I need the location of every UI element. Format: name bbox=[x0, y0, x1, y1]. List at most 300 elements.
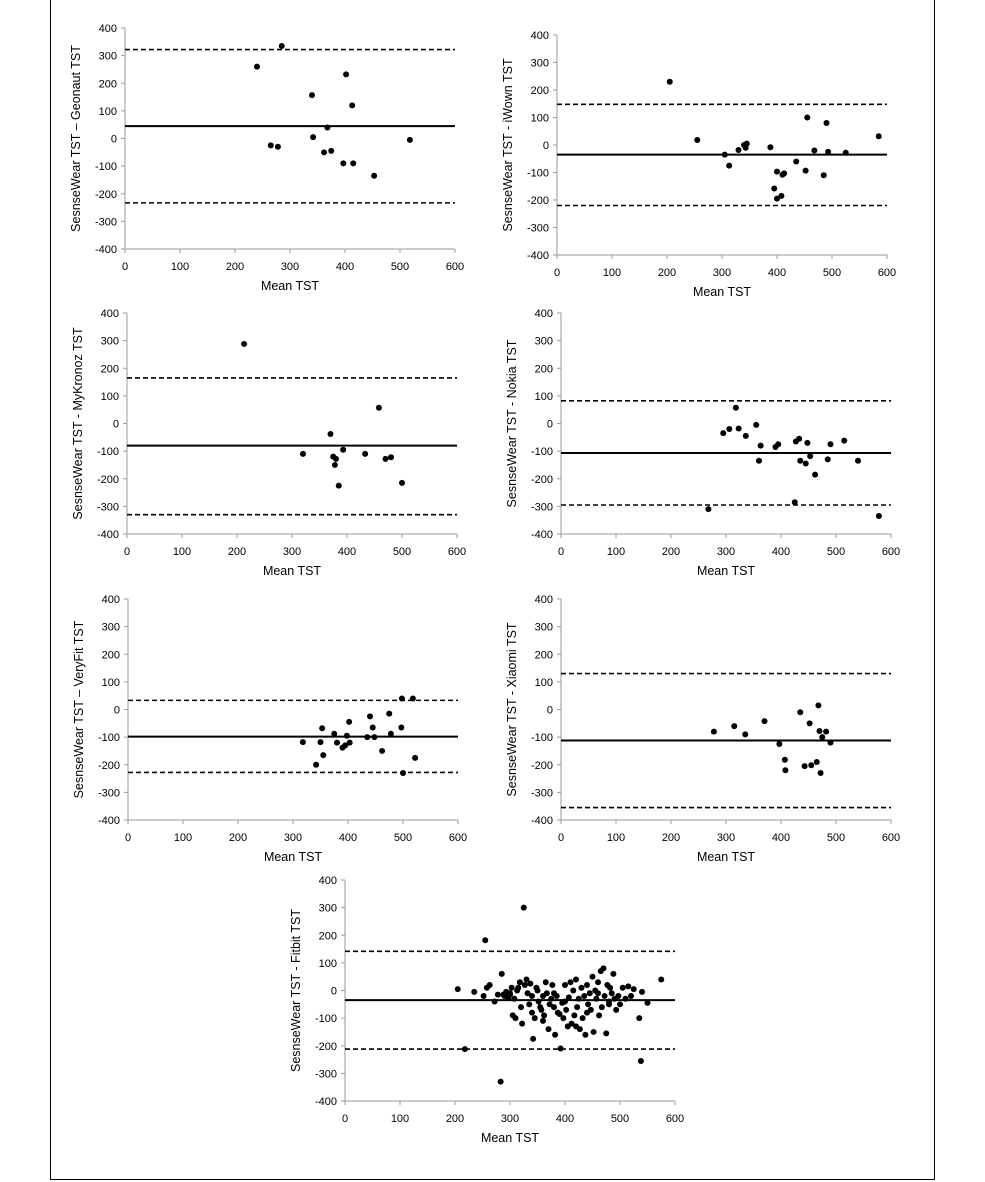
data-point bbox=[573, 1023, 579, 1029]
x-axis-label: Mean TST bbox=[692, 285, 752, 299]
data-point bbox=[726, 163, 732, 169]
data-point bbox=[376, 405, 382, 411]
data-point bbox=[628, 993, 634, 999]
x-tick-label: 200 bbox=[657, 267, 677, 279]
x-tick-label: 600 bbox=[881, 546, 901, 558]
x-axis-label: Mean TST bbox=[480, 1131, 540, 1145]
x-tick-label: 100 bbox=[172, 546, 192, 558]
x-tick-label: 300 bbox=[500, 1113, 520, 1125]
y-tick-label: 300 bbox=[100, 335, 119, 348]
data-point bbox=[587, 990, 593, 996]
y-tick-label: -400 bbox=[97, 815, 120, 827]
data-point bbox=[758, 443, 764, 449]
y-tick-label: 200 bbox=[98, 78, 117, 91]
y-tick-label: 400 bbox=[534, 594, 553, 606]
data-point bbox=[610, 971, 616, 977]
data-point bbox=[509, 985, 515, 991]
data-point bbox=[328, 148, 334, 154]
data-point bbox=[507, 992, 513, 998]
x-tick-label: 600 bbox=[665, 1113, 685, 1125]
data-point bbox=[571, 1012, 577, 1018]
data-point bbox=[625, 983, 631, 989]
data-point bbox=[599, 1004, 605, 1010]
data-point bbox=[563, 1007, 569, 1013]
data-point bbox=[529, 1010, 535, 1016]
data-point bbox=[495, 992, 501, 998]
y-tick-label: 200 bbox=[100, 363, 119, 376]
data-point bbox=[617, 1001, 623, 1007]
x-tick-label: 200 bbox=[225, 261, 245, 273]
data-point bbox=[383, 456, 389, 462]
data-point bbox=[782, 757, 788, 763]
x-tick-label: 600 bbox=[448, 832, 468, 844]
y-tick-label: -300 bbox=[314, 1068, 337, 1081]
y-tick-label: 200 bbox=[530, 85, 549, 97]
data-point bbox=[412, 755, 418, 761]
data-point bbox=[521, 905, 527, 911]
data-point bbox=[332, 462, 338, 468]
data-point bbox=[818, 770, 824, 776]
x-tick-label: 500 bbox=[392, 546, 412, 558]
x-tick-label: 100 bbox=[170, 261, 190, 273]
data-point bbox=[318, 739, 324, 745]
data-point bbox=[481, 993, 487, 999]
x-tick-label: 400 bbox=[338, 832, 358, 844]
data-point bbox=[855, 458, 861, 464]
y-tick-label: -200 bbox=[530, 473, 553, 486]
data-point bbox=[344, 733, 350, 739]
x-tick-label: 0 bbox=[557, 832, 565, 844]
data-point bbox=[371, 173, 377, 179]
x-tick-label: 400 bbox=[771, 832, 791, 844]
data-point bbox=[399, 480, 405, 486]
data-point bbox=[340, 447, 346, 453]
data-point bbox=[482, 937, 488, 943]
data-point bbox=[328, 431, 334, 437]
data-point bbox=[603, 1030, 609, 1036]
x-tick-label: 400 bbox=[555, 1113, 575, 1125]
chart-panel bbox=[72, 594, 467, 864]
data-point bbox=[762, 718, 768, 724]
data-point bbox=[551, 1004, 557, 1010]
x-tick-label: 400 bbox=[771, 546, 791, 558]
data-point bbox=[532, 1015, 538, 1021]
y-tick-label: -400 bbox=[96, 529, 119, 541]
data-point bbox=[576, 996, 582, 1002]
data-point bbox=[756, 458, 762, 464]
y-tick-label: 200 bbox=[534, 649, 553, 662]
y-tick-label: -400 bbox=[314, 1096, 337, 1108]
y-tick-label: -300 bbox=[97, 787, 120, 800]
data-point bbox=[722, 152, 728, 158]
x-tick-label: 500 bbox=[826, 546, 846, 558]
y-tick-label: 400 bbox=[98, 23, 117, 35]
data-point bbox=[310, 134, 316, 140]
y-tick-label: 0 bbox=[542, 140, 549, 152]
x-axis-label: Mean TST bbox=[262, 564, 322, 578]
data-point bbox=[515, 985, 521, 991]
data-point bbox=[379, 748, 385, 754]
data-point bbox=[371, 734, 377, 740]
data-point bbox=[843, 150, 849, 156]
data-point bbox=[613, 1007, 619, 1013]
data-point bbox=[349, 102, 355, 108]
x-tick-label: 100 bbox=[606, 546, 626, 558]
data-point bbox=[595, 979, 601, 985]
data-point bbox=[658, 976, 664, 982]
data-point bbox=[560, 1015, 566, 1021]
data-point bbox=[343, 71, 349, 77]
data-point bbox=[471, 989, 477, 995]
data-point bbox=[726, 426, 732, 432]
x-tick-label: 0 bbox=[123, 546, 131, 558]
x-tick-label: 500 bbox=[826, 832, 846, 844]
x-tick-label: 500 bbox=[610, 1113, 630, 1125]
data-point bbox=[753, 422, 759, 428]
data-point bbox=[781, 170, 787, 176]
data-point bbox=[558, 1046, 564, 1052]
y-axis-label: SesnseWear TST – Geonaut TST bbox=[69, 45, 83, 232]
y-tick-label: 400 bbox=[100, 308, 119, 320]
data-point bbox=[324, 124, 330, 130]
data-point bbox=[511, 996, 517, 1002]
x-tick-label: 300 bbox=[282, 546, 302, 558]
y-tick-label: -100 bbox=[96, 446, 119, 459]
x-tick-label: 300 bbox=[716, 832, 736, 844]
data-point bbox=[797, 458, 803, 464]
data-point bbox=[527, 981, 533, 987]
data-point bbox=[638, 1058, 644, 1064]
data-point bbox=[574, 1004, 580, 1010]
y-tick-label: 200 bbox=[318, 930, 337, 943]
data-point bbox=[333, 456, 339, 462]
data-point bbox=[519, 1021, 525, 1027]
data-point bbox=[802, 763, 808, 769]
y-axis-label: SesnseWear TST - Fitbit TST bbox=[289, 908, 303, 1073]
data-point bbox=[492, 999, 498, 1005]
data-point bbox=[582, 1032, 588, 1038]
data-point bbox=[455, 986, 461, 992]
x-tick-label: 500 bbox=[822, 267, 842, 279]
data-point bbox=[607, 985, 613, 991]
data-point bbox=[367, 713, 373, 719]
data-point bbox=[364, 734, 370, 740]
data-point bbox=[876, 513, 882, 519]
y-tick-label: 0 bbox=[113, 704, 120, 717]
data-point bbox=[518, 1004, 524, 1010]
x-tick-label: 100 bbox=[606, 832, 626, 844]
data-point bbox=[601, 965, 607, 971]
x-tick-label: 600 bbox=[877, 267, 897, 279]
y-tick-label: 300 bbox=[530, 57, 549, 70]
data-point bbox=[841, 438, 847, 444]
x-tick-label: 0 bbox=[341, 1113, 349, 1125]
y-tick-label: 300 bbox=[534, 621, 553, 634]
data-point bbox=[797, 709, 803, 715]
x-tick-label: 300 bbox=[716, 546, 736, 558]
x-axis-label: Mean TST bbox=[696, 564, 756, 578]
data-point bbox=[300, 451, 306, 457]
data-point bbox=[535, 988, 541, 994]
data-point bbox=[620, 985, 626, 991]
data-point bbox=[694, 137, 700, 143]
data-point bbox=[645, 1000, 651, 1006]
y-tick-label: -300 bbox=[530, 787, 553, 800]
data-point bbox=[774, 169, 780, 175]
data-point bbox=[819, 734, 825, 740]
y-tick-label: -400 bbox=[526, 250, 549, 262]
x-tick-label: 400 bbox=[337, 546, 357, 558]
y-tick-label: 400 bbox=[530, 30, 549, 42]
data-point bbox=[793, 159, 799, 165]
x-tick-label: 500 bbox=[393, 832, 413, 844]
data-point bbox=[388, 454, 394, 460]
data-point bbox=[595, 990, 601, 996]
data-point bbox=[731, 723, 737, 729]
data-point bbox=[562, 999, 568, 1005]
data-point bbox=[241, 341, 247, 347]
data-point bbox=[814, 759, 820, 765]
data-point bbox=[570, 988, 576, 994]
data-point bbox=[346, 719, 352, 725]
data-point bbox=[705, 506, 711, 512]
data-point bbox=[803, 461, 809, 467]
y-tick-label: 100 bbox=[98, 105, 117, 118]
x-tick-label: 0 bbox=[557, 546, 565, 558]
data-point bbox=[817, 728, 823, 734]
y-axis-label: SesnseWear TST - Xiaomi TST bbox=[505, 622, 519, 797]
data-point bbox=[319, 725, 325, 731]
data-point bbox=[828, 441, 834, 447]
y-tick-label: 400 bbox=[101, 594, 120, 606]
data-point bbox=[300, 739, 306, 745]
data-point bbox=[529, 993, 535, 999]
x-tick-label: 100 bbox=[173, 832, 193, 844]
data-point bbox=[615, 993, 621, 999]
data-point bbox=[636, 1015, 642, 1021]
data-point bbox=[876, 133, 882, 139]
y-tick-label: -300 bbox=[94, 216, 117, 229]
data-point bbox=[399, 695, 405, 701]
data-point bbox=[347, 740, 353, 746]
x-tick-label: 600 bbox=[881, 832, 901, 844]
x-tick-label: 0 bbox=[553, 267, 561, 279]
y-tick-label: 100 bbox=[100, 390, 119, 403]
chart-panel bbox=[289, 875, 684, 1145]
data-point bbox=[410, 695, 416, 701]
data-point bbox=[736, 425, 742, 431]
chart-panel bbox=[71, 308, 466, 578]
y-axis-label: SesnseWear TST - MyKronoz TST bbox=[71, 327, 85, 520]
data-point bbox=[796, 436, 802, 442]
data-point bbox=[580, 1015, 586, 1021]
y-tick-label: 200 bbox=[101, 649, 120, 662]
data-point bbox=[543, 979, 549, 985]
data-point bbox=[336, 483, 342, 489]
data-point bbox=[609, 990, 615, 996]
y-tick-label: -400 bbox=[94, 244, 117, 256]
data-point bbox=[350, 160, 356, 166]
y-tick-label: -100 bbox=[526, 167, 549, 180]
data-point bbox=[804, 440, 810, 446]
x-axis-label: Mean TST bbox=[263, 850, 323, 864]
y-tick-label: -300 bbox=[530, 501, 553, 514]
data-point bbox=[579, 985, 585, 991]
y-tick-label: -200 bbox=[96, 473, 119, 486]
data-point bbox=[530, 1036, 536, 1042]
data-point bbox=[606, 1001, 612, 1007]
x-tick-label: 300 bbox=[280, 261, 300, 273]
data-point bbox=[552, 1032, 558, 1038]
data-point bbox=[309, 92, 315, 98]
data-point bbox=[720, 430, 726, 436]
data-point bbox=[828, 740, 834, 746]
y-tick-label: -200 bbox=[314, 1040, 337, 1053]
data-point bbox=[631, 986, 637, 992]
data-point bbox=[807, 453, 813, 459]
data-point bbox=[742, 731, 748, 737]
y-tick-label: 0 bbox=[110, 133, 117, 146]
data-point bbox=[538, 1007, 544, 1013]
data-point bbox=[743, 433, 749, 439]
data-point bbox=[400, 770, 406, 776]
data-point bbox=[544, 990, 550, 996]
x-tick-label: 200 bbox=[661, 546, 681, 558]
x-tick-label: 0 bbox=[124, 832, 132, 844]
data-point bbox=[331, 731, 337, 737]
data-point bbox=[776, 741, 782, 747]
y-tick-label: -100 bbox=[97, 732, 120, 745]
data-point bbox=[275, 144, 281, 150]
data-point bbox=[667, 79, 673, 85]
x-tick-label: 200 bbox=[661, 832, 681, 844]
data-point bbox=[340, 160, 346, 166]
y-axis-label: SesnseWear TST - Nokia TST bbox=[505, 339, 519, 508]
data-point bbox=[811, 148, 817, 154]
y-tick-label: -200 bbox=[97, 759, 120, 772]
data-point bbox=[548, 996, 554, 1002]
data-point bbox=[639, 989, 645, 995]
y-tick-label: 300 bbox=[534, 335, 553, 348]
y-tick-label: -300 bbox=[526, 222, 549, 235]
x-tick-label: 600 bbox=[447, 546, 467, 558]
data-point bbox=[462, 1046, 468, 1052]
y-tick-label: 0 bbox=[330, 985, 337, 998]
data-point bbox=[775, 441, 781, 447]
data-point bbox=[573, 976, 579, 982]
y-tick-label: 0 bbox=[112, 418, 119, 431]
data-point bbox=[771, 185, 777, 191]
x-tick-label: 500 bbox=[390, 261, 410, 273]
x-tick-label: 200 bbox=[227, 546, 247, 558]
y-tick-label: -100 bbox=[314, 1013, 337, 1026]
data-point bbox=[792, 499, 798, 505]
data-point bbox=[487, 982, 493, 988]
y-tick-label: -300 bbox=[96, 501, 119, 514]
chart-panel bbox=[69, 23, 464, 293]
data-point bbox=[602, 993, 608, 999]
data-point bbox=[733, 405, 739, 411]
data-point bbox=[398, 724, 404, 730]
y-tick-label: 100 bbox=[318, 957, 337, 970]
data-point bbox=[320, 752, 326, 758]
y-tick-label: 300 bbox=[101, 621, 120, 634]
y-tick-label: 100 bbox=[534, 390, 553, 403]
x-axis-label: Mean TST bbox=[696, 850, 756, 864]
data-point bbox=[546, 1026, 552, 1032]
data-point bbox=[407, 137, 413, 143]
data-point bbox=[803, 168, 809, 174]
data-point bbox=[498, 1079, 504, 1085]
chart-panel bbox=[505, 308, 900, 578]
y-tick-label: -200 bbox=[526, 195, 549, 207]
x-tick-label: 300 bbox=[712, 267, 732, 279]
data-point bbox=[526, 1001, 532, 1007]
data-point bbox=[584, 1010, 590, 1016]
x-axis-label: Mean TST bbox=[260, 279, 320, 293]
data-point bbox=[804, 115, 810, 121]
data-point bbox=[821, 172, 827, 178]
y-tick-label: -400 bbox=[530, 529, 553, 541]
data-point bbox=[522, 982, 528, 988]
data-point bbox=[581, 993, 587, 999]
x-tick-label: 200 bbox=[445, 1113, 465, 1125]
data-point bbox=[568, 979, 574, 985]
y-tick-label: 0 bbox=[546, 704, 553, 717]
y-tick-label: 100 bbox=[101, 676, 120, 689]
x-tick-label: 100 bbox=[602, 267, 622, 279]
data-point bbox=[362, 451, 368, 457]
data-point bbox=[321, 149, 327, 155]
y-tick-label: -200 bbox=[530, 759, 553, 772]
data-point bbox=[254, 64, 260, 70]
data-point bbox=[313, 762, 319, 768]
y-tick-label: 400 bbox=[534, 308, 553, 320]
data-point bbox=[591, 1029, 597, 1035]
data-point bbox=[513, 1015, 519, 1021]
x-tick-label: 100 bbox=[390, 1113, 410, 1125]
y-axis-label: SesnseWear TST - iWown TST bbox=[501, 58, 515, 232]
data-point bbox=[596, 1012, 602, 1018]
data-point bbox=[736, 147, 742, 153]
data-point bbox=[815, 702, 821, 708]
data-point bbox=[767, 144, 773, 150]
y-tick-label: 300 bbox=[318, 902, 337, 915]
y-tick-label: -100 bbox=[530, 732, 553, 745]
data-point bbox=[585, 1001, 591, 1007]
y-tick-label: -100 bbox=[530, 446, 553, 459]
data-point bbox=[825, 149, 831, 155]
data-point bbox=[370, 724, 376, 730]
data-point bbox=[584, 982, 590, 988]
data-point bbox=[388, 731, 394, 737]
data-point bbox=[499, 971, 505, 977]
data-point bbox=[279, 43, 285, 49]
y-tick-label: 200 bbox=[534, 363, 553, 376]
data-point bbox=[536, 999, 542, 1005]
y-tick-label: 400 bbox=[318, 875, 337, 887]
data-point bbox=[562, 982, 568, 988]
data-point bbox=[808, 762, 814, 768]
data-point bbox=[590, 974, 596, 980]
y-tick-label: 100 bbox=[530, 112, 549, 125]
data-point bbox=[549, 982, 555, 988]
y-tick-label: 100 bbox=[534, 676, 553, 689]
x-tick-label: 400 bbox=[767, 267, 787, 279]
data-point bbox=[593, 996, 599, 1002]
data-point bbox=[744, 141, 750, 147]
data-point bbox=[782, 767, 788, 773]
